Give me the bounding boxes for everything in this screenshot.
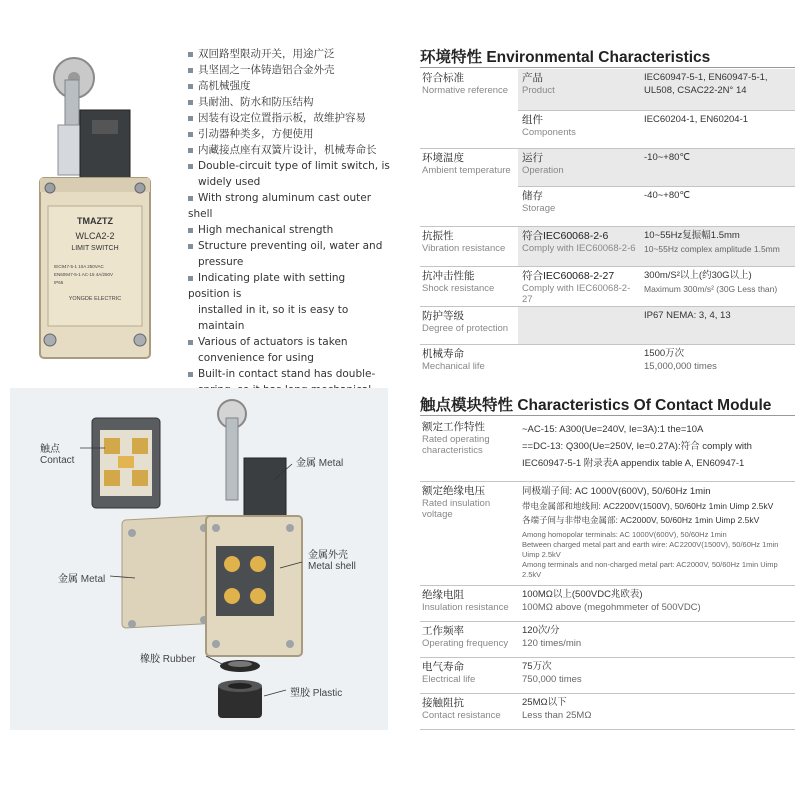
product-maker: YONGDE ELECTRIC (68, 296, 122, 302)
feature-item: 双回路型限动开关，用途广泛 (188, 46, 390, 62)
env-section-title: 环境特性 Environmental Characteristics (420, 49, 711, 66)
feature-list (188, 46, 390, 414)
callout-contact: 触点 Contact (40, 444, 75, 466)
product-spec-2: EN60947-5-1 AC-15 4A/250V (54, 272, 114, 277)
product-photo (20, 40, 170, 370)
housing-part (206, 516, 302, 656)
table-row: 符合标准 Normative reference 产品 Product IEC60947-5-1, EN60947-5-1, UL508, CSAC22-2N° 14 (420, 69, 795, 111)
table-row: 额定工作特性 Rated operating characteristics ~AC-15: A300(Ue=240V, Ie=3A):1 the=10A ==DC-13: Q300(Ue=250V, Ie=0.27A):符合 comply with IEC60947-5-1 附录表A appendix table A, EN60947-1 (420, 418, 795, 482)
callout-metal-top: 金属 Metal (296, 458, 344, 469)
feature-item: 因装有设定位置指示板，故维护容易 (188, 110, 390, 126)
callout-metal-shell: 金属外壳 Metal shell (308, 550, 356, 572)
bullet-icon (188, 244, 193, 249)
bullet-icon (188, 132, 193, 137)
feature-item: Indicating plate with setting position is installed in it, so it is easy to maintain (188, 272, 349, 332)
table-row: 抗冲击性能 Shock resistance 符合IEC60068-2-27 Comply with IEC60068-2-27 300m/S²以上(约30G以上) Maximum 300m/s² (30G Less than) (420, 267, 795, 307)
plastic-gland-part (218, 680, 262, 718)
table-row: 额定绝缘电压 Rated insulation voltage 同极端子间: AC 1000V(600V), 50/60Hz 1min 带电金属部和地线间: AC2200V(1500V), 50/60Hz 1min Uimp 2.5kV 各端子间与非带电金属部: AC2000V, 50/60Hz 1min Uimp 2.5kV Among homopolar terminals: AC 1000V(600V), 50/60Hz 1min Between charged metal part and earth wire: AC2200V(1500V), 50/60Hz 1min Uimp 2.5kV Among terminals and non-charged metal part: AC2000V, 50/60Hz 1min Uimp 2.5kV (420, 482, 795, 586)
table-row: 绝缘电阻 Insulation resistance 100MΩ以上(500VDC兆欧表) 100MΩ above (megohmmeter of 500VDC) (420, 586, 795, 622)
bullet-icon (188, 196, 193, 201)
feature-item: Built-in contact stand has double- (188, 366, 390, 414)
bullet-icon (188, 164, 193, 169)
contact-table (420, 418, 795, 730)
bullet-icon (188, 372, 193, 377)
bullet-icon (188, 276, 193, 281)
rubber-ring-part (220, 660, 260, 672)
callout-plastic: 塑胶 Plastic (290, 688, 343, 699)
bullet-icon (188, 228, 193, 233)
table-row: 电气寿命 Electrical life 75万次 750,000 times (420, 658, 795, 694)
feature-item: Double-circuit type of limit switch, is widely used (188, 158, 390, 190)
table-row: 工作频率 Operating frequency 120次/分 120 times/min (420, 622, 795, 658)
env-table (420, 69, 795, 378)
feature-item: 内藏接点座有双簧片设计，机械寿命长 (188, 142, 390, 158)
table-row: 机械寿命 Mechanical life 1500万次 15,000,000 times (422, 348, 717, 372)
bullet-icon (188, 84, 193, 89)
table-row: 储存 Storage -40~+80℃ (420, 187, 795, 227)
feature-item: 引动器种类多，方便使用 (188, 126, 390, 142)
bullet-icon (188, 100, 193, 105)
contact-divider (420, 415, 795, 416)
actuator-part (218, 400, 286, 518)
bullet-icon (188, 148, 193, 153)
table-row: 组件 Components IEC60204-1, EN60204-1 (420, 111, 795, 149)
feature-item: High mechanical strength (188, 222, 390, 238)
product-brand: TMAZTZ (77, 216, 113, 226)
product-spec-1: IEC947-5-1 10A 250VAC (54, 264, 104, 269)
feature-item: 高机械强度 (188, 78, 390, 94)
table-row: 防护等级 Degree of protection IP67 NEMA: 3, 4, 13 (420, 307, 795, 345)
table-row: 接触阻抗 Contact resistance 25MΩ以下 Less than 25MΩ (420, 694, 795, 730)
product-type: LIMIT SWITCH (71, 245, 119, 252)
product-model: WLCA2-2 (75, 231, 115, 241)
contact-section-title: 触点模块特性 Characteristics Of Contact Module (420, 397, 772, 414)
bullet-icon (188, 340, 193, 345)
feature-item: Various of actuators is taken convenience for using (188, 334, 390, 366)
feature-item: With strong aluminum cast outer shell (188, 192, 372, 220)
contact-block-part (92, 418, 160, 508)
table-row: 抗振性 Vibration resistance 符合IEC60068-2-6 Comply with IEC60068-2-6 10~55Hz复振幅1.5mm 10~55Hz complex amplitude 1.5mm (420, 227, 795, 267)
callout-rubber: 橡胶 Rubber (140, 654, 196, 665)
bullet-icon (188, 116, 193, 121)
cover-plate-part (122, 515, 214, 628)
product-spec-3: IP65 (54, 280, 64, 285)
feature-item: Structure preventing oil, water and pressure (188, 238, 390, 270)
table-row: 环境温度 Ambient temperature 运行 Operation -10~+80℃ (420, 149, 795, 187)
bullet-icon (188, 52, 193, 57)
bullet-icon (188, 68, 193, 73)
env-divider (420, 67, 795, 68)
callout-metal-left: 金属 Metal (58, 574, 106, 585)
exploded-view (10, 388, 388, 730)
feature-item: 具坚固之一体铸造铝合金外壳 (188, 62, 390, 78)
feature-item: 具耐油、防水和防压结构 (188, 94, 390, 110)
